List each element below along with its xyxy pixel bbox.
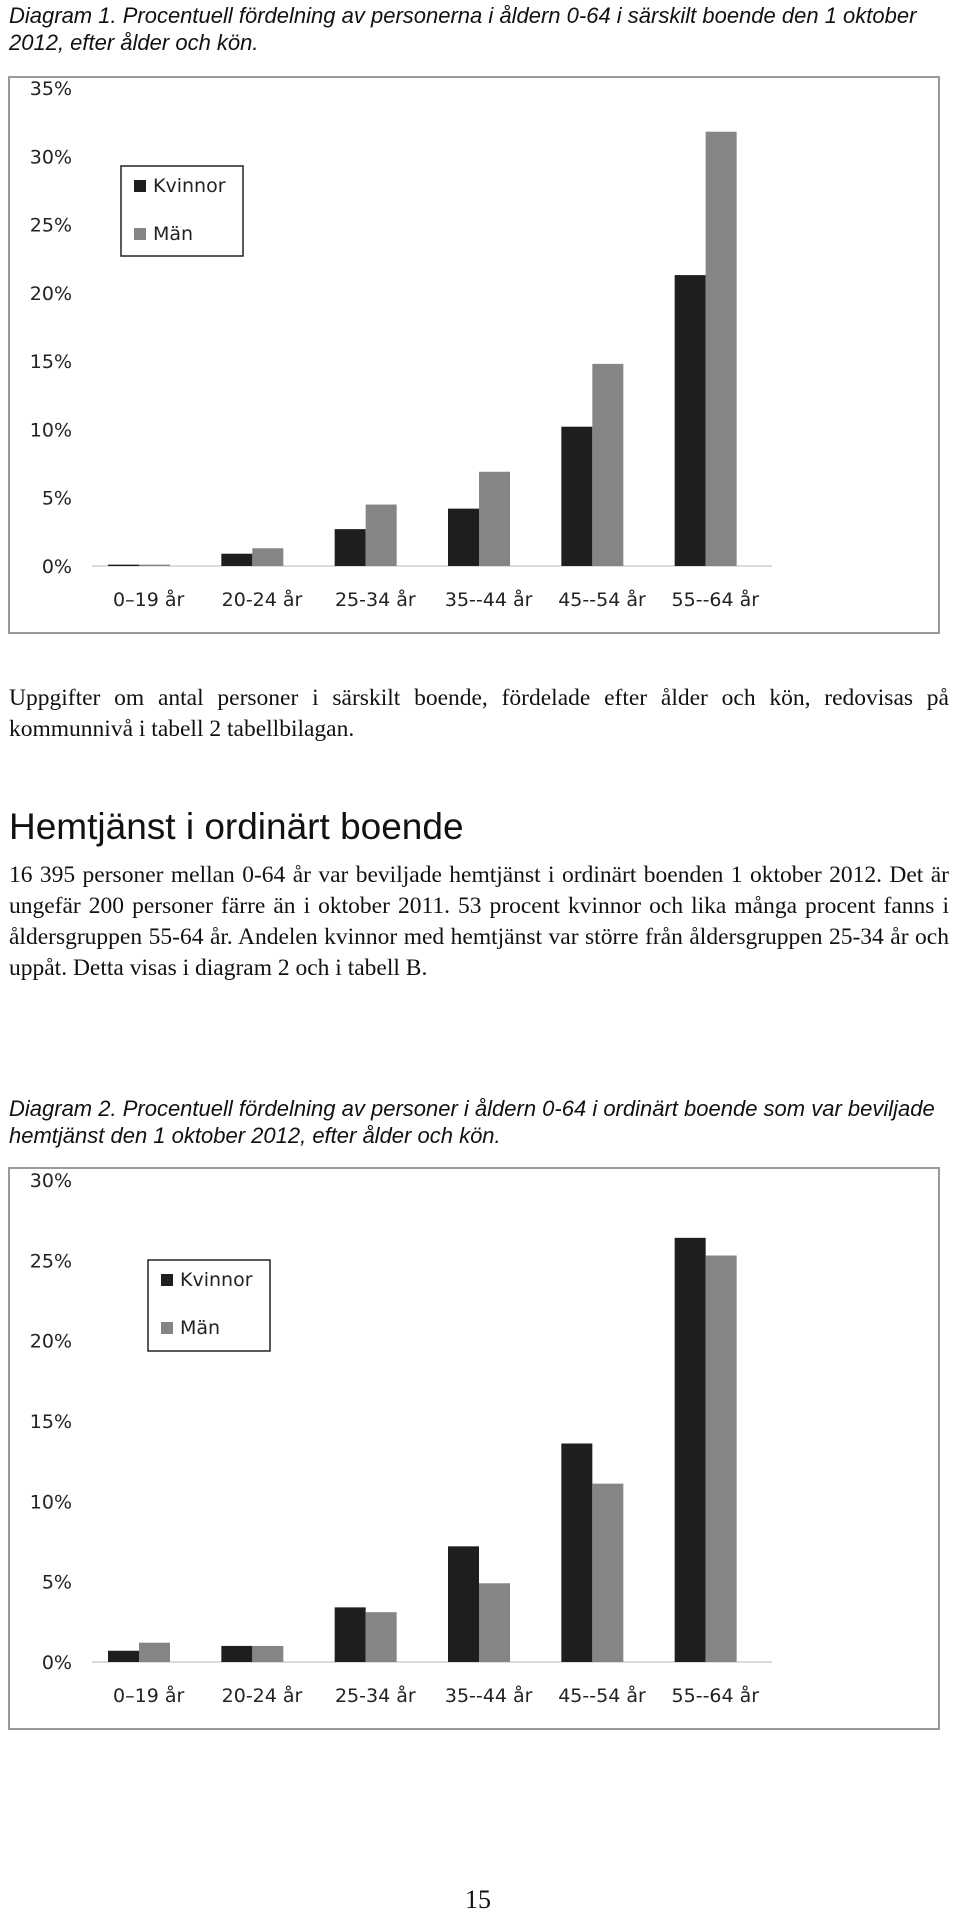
diagram-1-caption: Diagram 1. Procentuell fördelning av personerna i åldern 0-64 i särskilt boende den 1 oktober 2012, efter ålder och kön.	[9, 3, 917, 55]
diagram-2-plot	[10, 1169, 942, 1732]
bar-man	[706, 1256, 737, 1662]
bar-kvinnor	[108, 1651, 139, 1662]
bar-man	[706, 132, 737, 566]
y-tick-label: 30%	[29, 1170, 72, 1192]
y-tick-label: 5%	[41, 487, 72, 510]
y-tick-label: 15%	[29, 351, 72, 374]
y-tick-label: 25%	[29, 1250, 72, 1273]
x-tick-label: 20‐24 år	[221, 1685, 303, 1707]
y-tick-label: 10%	[29, 1491, 72, 1514]
bar-man	[592, 364, 623, 566]
y-tick-label: 5%	[41, 1571, 72, 1594]
x-tick-label: 45‐-54 år	[558, 589, 646, 611]
y-tick-label: 35%	[29, 78, 72, 100]
diagram-1-plot	[10, 78, 942, 636]
bar-kvinnor	[221, 554, 252, 566]
bar-kvinnor	[448, 509, 479, 566]
legend-swatch-man	[161, 1322, 173, 1334]
bar-man	[139, 565, 170, 566]
y-tick-label: 30%	[29, 146, 72, 169]
diagram-2-chart	[8, 1167, 940, 1730]
diagram-2-caption: Diagram 2. Procentuell fördelning av personer i åldern 0-64 i ordinärt boende som var beviljade hemtjänst den 1 oktober 2012, efter ålder och kön.	[9, 1096, 935, 1148]
x-tick-label: 35‐-44 år	[444, 589, 533, 611]
x-tick-label: 55‐-64 år	[671, 1685, 760, 1707]
page-number: 15	[465, 1885, 491, 1914]
legend-swatch-man	[134, 228, 146, 240]
y-tick-label: 20%	[29, 282, 72, 305]
legend-label: Kvinnor	[180, 1269, 253, 1291]
bar-kvinnor	[561, 1443, 592, 1662]
y-tick-label: 25%	[29, 214, 72, 237]
bar-kvinnor	[108, 565, 139, 566]
y-tick-label: 15%	[29, 1411, 72, 1433]
legend-label: Män	[180, 1317, 221, 1339]
y-tick-label: 0%	[41, 1652, 72, 1674]
bar-man	[366, 1612, 397, 1662]
paragraph-2: 16 395 personer mellan 0-64 år var beviljade hemtjänst i ordinärt boenden 1 oktober 2012. Det är ungefär 200 personer färre än i oktober 2011. 53 procent kvinnor och lika många procent fanns i åldersgruppen 55-64 år. Andelen kvinnor med hemtjänst var större från åldersgruppen 25-34 år och uppåt. Detta visas i diagram 2 och i tabell B.	[9, 862, 949, 981]
bar-kvinnor	[675, 1238, 706, 1662]
bar-kvinnor	[335, 1607, 366, 1662]
bar-kvinnor	[561, 427, 592, 566]
bar-man	[479, 472, 510, 566]
x-tick-label: 25‐34 år	[334, 1685, 416, 1707]
x-tick-label: 55‐-64 år	[671, 589, 760, 611]
y-tick-label: 10%	[29, 419, 72, 442]
x-tick-label: 35‐-44 år	[444, 1685, 533, 1707]
bar-kvinnor	[675, 275, 706, 566]
bar-man	[139, 1643, 170, 1662]
bar-man	[366, 505, 397, 566]
legend-label: Kvinnor	[153, 175, 226, 197]
bar-kvinnor	[448, 1546, 479, 1662]
y-tick-label: 20%	[29, 1330, 72, 1353]
legend-swatch-kvinnor	[134, 180, 146, 192]
bar-kvinnor	[335, 529, 366, 566]
paragraph-1: Uppgifter om antal personer i särskilt boende, fördelade efter ålder och kön, redovisas på kommunnivå i tabell 2 tabellbilagan.	[9, 685, 949, 742]
bar-man	[252, 548, 283, 566]
x-tick-label: 20‐24 år	[221, 589, 303, 611]
diagram-1-chart	[8, 76, 940, 634]
x-tick-label: 0–19 år	[113, 1685, 185, 1707]
bar-man	[479, 1583, 510, 1662]
x-tick-label: 25‐34 år	[334, 589, 416, 611]
bar-man	[592, 1484, 623, 1662]
bar-man	[252, 1646, 283, 1662]
legend-label: Män	[153, 223, 194, 245]
bar-kvinnor	[221, 1646, 252, 1662]
legend-swatch-kvinnor	[161, 1274, 173, 1286]
x-tick-label: 0–19 år	[113, 589, 185, 611]
x-tick-label: 45‐-54 år	[558, 1685, 646, 1707]
y-tick-label: 0%	[41, 556, 72, 578]
section-heading: Hemtjänst i ordinärt boende	[9, 806, 464, 847]
